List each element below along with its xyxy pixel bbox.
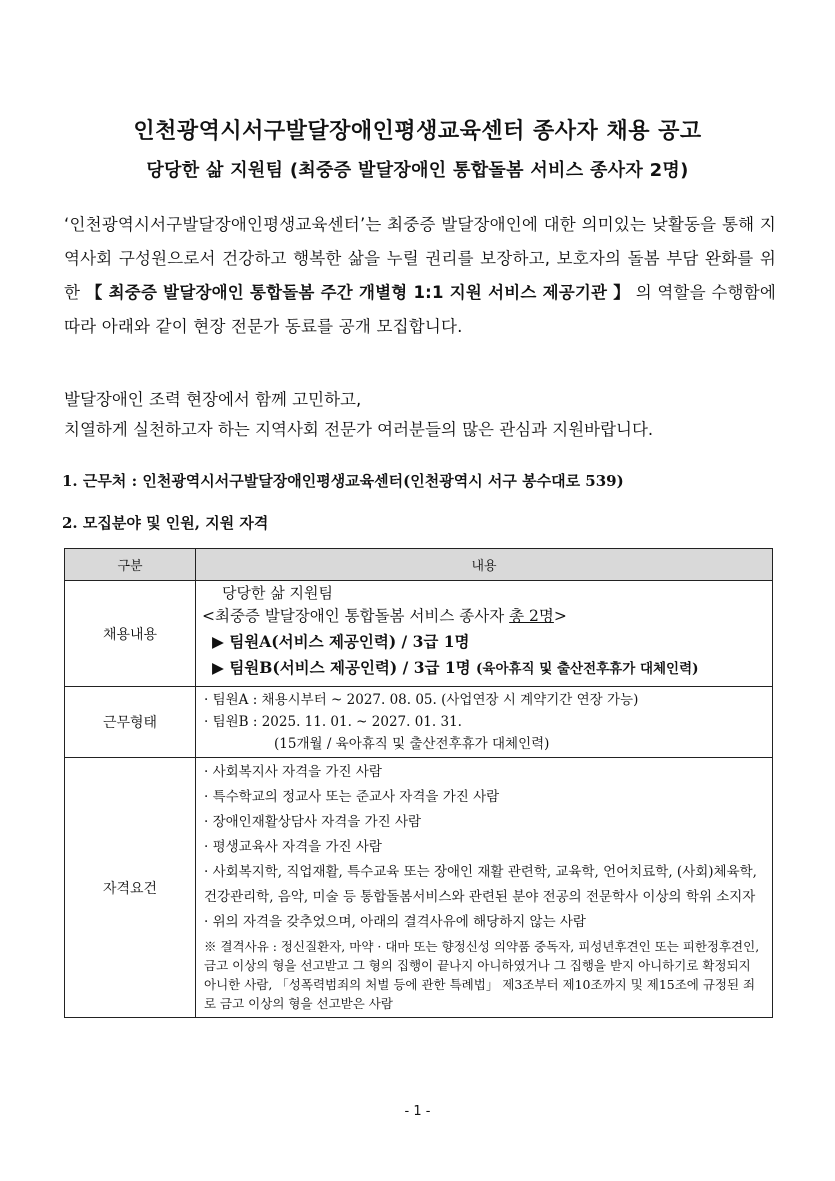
hiring-content [196,581,773,687]
member-b [202,655,766,682]
member-b-note: (육아휴직 및 출산전후휴가 대체인력) [476,661,699,677]
page-title: 인천광역시서구발달장애인평생교육센터 종사자 채용 공고 [133,119,702,144]
position-summary-text: <최중증 발달장애인 통합돌봄 서비스 종사자 [202,607,510,625]
page-number: - 1 - [404,1104,431,1119]
section-recruitment: 2. 모집분야 및 인원, 지원 자격 [62,514,269,532]
header-category: 구분 [65,549,196,581]
worktype-line-a: · 팀원A : 채용시부터 ~ 2027. 08. 05. (사업연장 시 계약기간 연장 가능) [204,692,639,708]
qualification-item: · 사회복지학, 직업재활, 특수교육 또는 장애인 재활 관련학, 교육학, 언어치료학, (사회)체육학, 건강관리학, 음악, 미술 등 통합돌봄서비스와 관련된 분야 전공의 전문학사 이상의 학위 소지자 [204,864,757,905]
page-subtitle: 당당한 삶 지원팀 (최중증 발달장애인 통합돌봄 서비스 종사자 2명) [146,160,689,181]
member-a: ▶ 팀원A(서비스 제공인력) / 3급 1명 [212,632,470,651]
intro-paragraph [64,208,776,344]
member-b-text: ▶ 팀원B(서비스 제공인력) / 3급 1명 [212,658,477,677]
qualification-item: · 위의 자격을 갖추었으며, 아래의 결격사유에 해당하지 않는 사람 [204,914,586,930]
table-row [65,758,773,1018]
table-header-row [65,549,773,581]
qualification-item: · 사회복지사 자격을 가진 사람 [204,764,382,780]
intro-text-2: 의 역할을 수행함에 따라 아래와 같이 현장 전문가 동료를 공개 모집합니다. [64,283,776,336]
intro-text-1: ‘인천광역시서구발달장애인평생교육센터’는 최중증 발달장애인에 대한 의미있는 낮활동을 통해 지역사회 구성원으로서 건강하고 행복한 삶을 누릴 권리를 보장하고, 보호자의 돌봄 부담 완화를 위한 [64,215,776,302]
worktype-line-b-note: (15개월 / 육아휴직 및 출산전후휴가 대체인력) [274,736,550,752]
qualification-item: · 특수학교의 정교사 또는 준교사 자격을 가진 사람 [204,789,500,805]
header-content: 내용 [196,549,773,581]
worktype-content [196,687,773,758]
total-count: 총 2명 [509,607,554,625]
row-label-qualification: 자격요건 [65,758,196,1018]
qualification-item: · 평생교육사 자격을 가진 사람 [204,839,382,855]
position-summary [202,603,766,629]
intro-bold-text: 【 최중증 발달장애인 통합돌봄 주간 개별형 1:1 지원 서비스 제공기관 】 [85,283,631,302]
worktype-line-b: · 팀원B : 2025. 11. 01. ~ 2027. 01. 31. [204,714,462,730]
section-workplace: 1. 근무처 : 인천광역시서구발달장애인평생교육센터(인천광역시 서구 봉수대로 539) [62,472,624,490]
disqualification-note: ※ 결격사유 : 정신질환자, 마약 · 대마 또는 향정신성 의약품 중독자, 피성년후견인 또는 피한정후견인, 금고 이상의 형을 선고받고 그 형의 집행이 끝나지 아니하였거나 그 집행을 받지 아니하기로 확정되지 아니한 사람, 「성폭력범죄의 처벌 등에 관한 특례법」 제3조부터 제10조까지 및 제15조에 규정된 죄로 금고 이상의 형을 선고받은 사람 [204,939,760,1011]
table-row [65,581,773,687]
row-label-hiring: 채용내용 [65,581,196,687]
position-summary-end: > [553,607,567,625]
qualification-content [196,758,773,1018]
call-line-2: 치열하게 실천하고자 하는 지역사회 전문가 여러분들의 많은 관심과 지원바랍니다. [64,420,654,439]
recruitment-table [64,548,773,1018]
team-name: 당당한 삶 지원팀 [222,584,333,602]
table-row [65,687,773,758]
call-line-1: 발달장애인 조력 현장에서 함께 고민하고, [64,390,362,409]
row-label-worktype: 근무형태 [65,687,196,758]
qualification-item: · 장애인재활상담사 자격을 가진 사람 [204,814,422,830]
call-paragraph [64,385,784,445]
